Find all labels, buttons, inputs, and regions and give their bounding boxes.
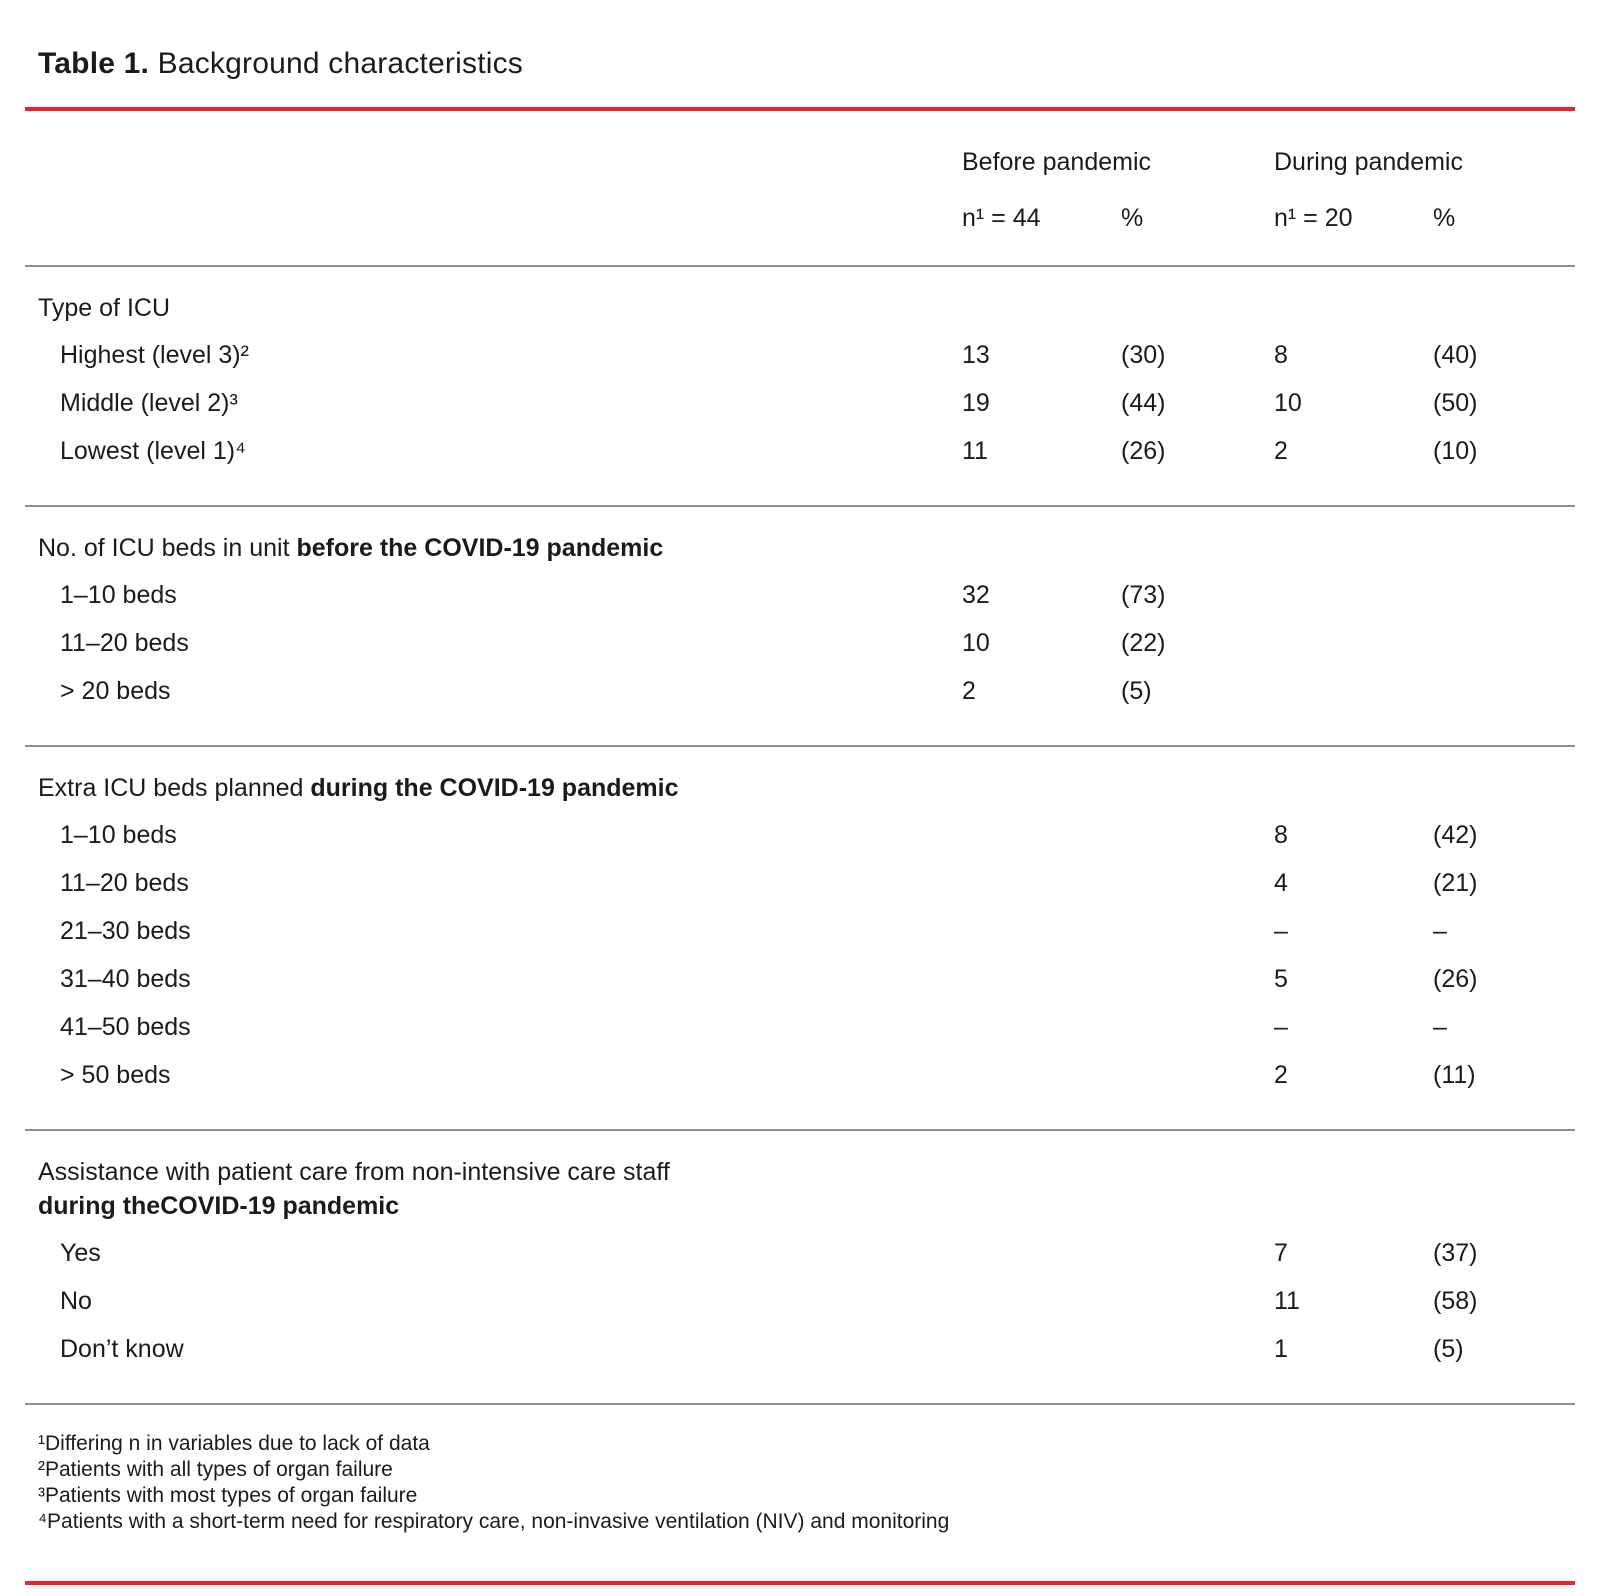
section-extra-icu-beds (25, 747, 1575, 1129)
bottom-accent-rule (25, 1581, 1575, 1585)
section-title-plain: Extra ICU beds planned (38, 774, 311, 802)
row-label: Yes (60, 1238, 101, 1267)
cell-n-during: – (1274, 1012, 1288, 1041)
section-title (25, 1145, 1575, 1229)
table-row (25, 1277, 1575, 1325)
header-sub-row (25, 203, 1575, 233)
row-label: > 50 beds (60, 1060, 171, 1089)
cell-pct-during: (11) (1433, 1060, 1476, 1089)
cell-pct-before: (26) (1121, 436, 1166, 465)
cell-n-during: 11 (1274, 1286, 1300, 1315)
row-label: Don’t know (60, 1334, 184, 1363)
table-row (25, 571, 1575, 619)
section-type-of-icu (25, 267, 1575, 505)
footnote-2: ²Patients with all types of organ failure (38, 1458, 393, 1481)
section-title (25, 761, 1575, 811)
cell-n-before: 10 (962, 628, 990, 657)
col-n-during: n¹ = 20 (1274, 204, 1353, 232)
row-label: No (60, 1286, 92, 1315)
cell-n-during: 4 (1274, 868, 1288, 897)
table-row (25, 1229, 1575, 1277)
cell-n-during: 2 (1274, 1060, 1288, 1089)
row-label: Middle (level 2)³ (60, 388, 238, 417)
cell-pct-during: (10) (1433, 436, 1478, 465)
cell-n-before: 19 (962, 388, 990, 417)
footnotes (25, 1405, 1575, 1571)
cell-pct-during: (58) (1433, 1286, 1478, 1315)
cell-pct-during: – (1433, 1012, 1447, 1041)
col-pct-before: % (1121, 204, 1144, 232)
row-label: 11–20 beds (60, 868, 189, 897)
cell-n-during: 8 (1274, 340, 1288, 369)
section-icu-beds-before (25, 507, 1575, 745)
table-row (25, 955, 1575, 1003)
table-row (25, 859, 1575, 907)
cell-pct-during: (21) (1433, 868, 1478, 897)
header-group-row (25, 147, 1575, 177)
table-row (25, 331, 1575, 379)
row-label: 21–30 beds (60, 916, 191, 945)
col-group-during-pandemic: During pandemic (1274, 148, 1463, 176)
row-label: 31–40 beds (60, 964, 191, 993)
table-row (25, 907, 1575, 955)
row-label: Highest (level 3)² (60, 340, 249, 369)
section-assistance (25, 1131, 1575, 1403)
cell-pct-before: (5) (1121, 676, 1152, 705)
row-label: 11–20 beds (60, 628, 189, 657)
table-row (25, 427, 1575, 475)
cell-n-during: 5 (1274, 964, 1288, 993)
cell-pct-during: (40) (1433, 340, 1478, 369)
section-title (25, 521, 1575, 571)
table-title-text: Background characteristics (149, 47, 523, 80)
cell-n-during: 7 (1274, 1238, 1288, 1267)
cell-pct-during: (50) (1433, 388, 1478, 417)
section-title-plain: Assistance with patient care from non-intensive care staff (38, 1158, 670, 1186)
section-title-bold: during the COVID-19 pandemic (310, 774, 679, 802)
cell-n-before: 2 (962, 676, 976, 705)
section-title-bold: during theCOVID-19 pandemic (38, 1192, 400, 1220)
row-label: 41–50 beds (60, 1012, 191, 1041)
row-label: 1–10 beds (60, 820, 177, 849)
page-title (38, 46, 1575, 82)
col-group-before-pandemic: Before pandemic (962, 148, 1152, 176)
row-label: 1–10 beds (60, 580, 177, 609)
cell-n-during: 10 (1274, 388, 1302, 417)
cell-n-before: 11 (962, 436, 988, 465)
table-row (25, 619, 1575, 667)
row-label: > 20 beds (60, 676, 171, 705)
cell-n-before: 13 (962, 340, 990, 369)
row-label: Lowest (level 1)⁴ (60, 436, 246, 465)
cell-n-during: 8 (1274, 820, 1288, 849)
section-title-plain: No. of ICU beds in unit (38, 534, 297, 562)
table-row (25, 1325, 1575, 1373)
table-row (25, 811, 1575, 859)
col-pct-during: % (1433, 204, 1456, 232)
cell-pct-during: (37) (1433, 1238, 1478, 1267)
cell-n-during: 1 (1274, 1334, 1288, 1363)
top-accent-rule (25, 107, 1575, 111)
table-row (25, 379, 1575, 427)
footnote-1: ¹Differing n in variables due to lack of data (38, 1432, 430, 1455)
cell-pct-before: (73) (1121, 580, 1166, 609)
table-number-label: Table 1. (38, 47, 150, 80)
cell-pct-before: (44) (1121, 388, 1166, 417)
footnote-4: ⁴Patients with a short-term need for respiratory care, non-invasive ventilation (NIV) and monitoring (38, 1510, 950, 1533)
table-row (25, 1051, 1575, 1099)
table-row (25, 667, 1575, 715)
section-title-plain: Type of ICU (38, 294, 170, 322)
col-n-before: n¹ = 44 (962, 204, 1041, 232)
footnote-3: ³Patients with most types of organ failure (38, 1484, 418, 1507)
cell-n-during: – (1274, 916, 1288, 945)
cell-pct-during: (26) (1433, 964, 1478, 993)
cell-pct-before: (30) (1121, 340, 1166, 369)
cell-n-during: 2 (1274, 436, 1288, 465)
cell-pct-during: (5) (1433, 1334, 1464, 1363)
section-title (25, 281, 1575, 331)
cell-pct-during: (42) (1433, 820, 1478, 849)
section-title-bold: before the COVID-19 pandemic (296, 534, 664, 562)
table-row (25, 1003, 1575, 1051)
cell-n-before: 32 (962, 580, 990, 609)
cell-pct-before: (22) (1121, 628, 1166, 657)
cell-pct-during: – (1433, 916, 1447, 945)
